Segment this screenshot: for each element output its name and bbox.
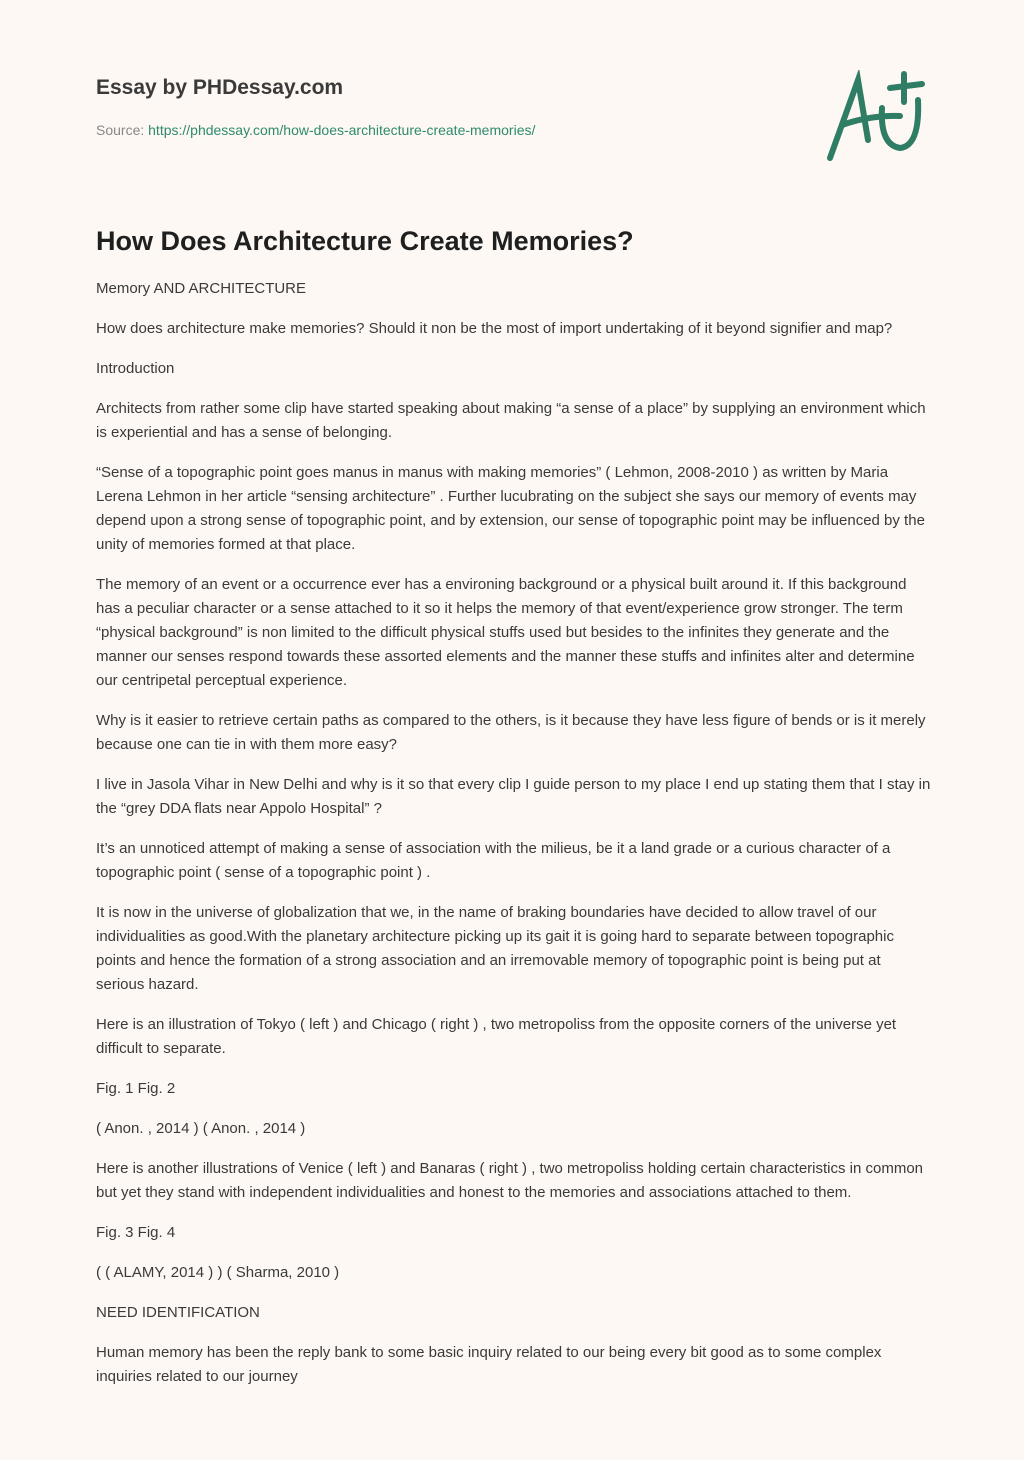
essay-body (96, 277, 932, 1389)
source-line (96, 122, 535, 138)
page-title: How Does Architecture Create Memories? (96, 226, 634, 256)
paragraph: It’s an unnoticed attempt of making a sense of association with the milieus, be it a land grade or a curious character of a topographic point ( sense of a topographic point ) . (96, 840, 891, 881)
paragraph: It is now in the universe of globalization that we, in the name of braking boundaries have decided to allow travel of our individualities as good.With the planetary architecture picking up its gait it is going hard to separate between topographic points and hence the formation of a strong association and an irremovable memory of topographic point is being put at serious hazard. (96, 904, 894, 993)
paragraph: Introduction (96, 360, 175, 377)
paragraph: The memory of an event or a occurrence ever has a environing background or a physical built around it. If this background has a peculiar character or a sense attached to it so it helps the memory of that event/experience grow stronger. The term “physical background” is non limited to the difficult physical stuffs used but besides to the infinites they generate and the manner our senses respond towards these assorted elements and the manner these stuffs and infinites alter and determine our centripetal perceptual experience. (96, 576, 915, 689)
paragraph: I live in Jasola Vihar in New Delhi and why is it so that every clip I guide person to my place I end up stating them that I stay in the “grey DDA flats near Appolo Hospital” ? (96, 776, 931, 817)
paragraph: Human memory has been the reply bank to some basic inquiry related to our being every bit good as to some complex inquiries related to our journey (96, 1344, 882, 1385)
source-link[interactable]: https://phdessay.com/how-does-architecture-create-memories/ (148, 122, 536, 138)
paragraph: ( Anon. , 2014 ) ( Anon. , 2014 ) (96, 1120, 306, 1137)
paragraph: NEED IDENTIFICATION (96, 1304, 260, 1321)
source-label: Source: (96, 122, 145, 138)
paragraph: Fig. 1 Fig. 2 (96, 1080, 176, 1097)
paragraph: Here is another illustrations of Venice ( left ) and Banaras ( right ) , two metropoliss holding certain characteristics in common but yet they stand with independent individualities and honest to the memories and associations attached to them. (96, 1160, 924, 1201)
essay-content (96, 226, 932, 1405)
paragraph: “Sense of a topographic point goes manus in manus with making memories” ( Lehmon, 2008-2010 ) as written by Maria Lerena Lehmon in her article “sensing architecture” . Further lucubrating on the subject she says our memory of events may depend upon a strong sense of topographic point, and by extension, our sense of topographic point may be influenced by the unity of memories formed at that place. (96, 464, 925, 553)
site-name: Essay by PHDessay.com (96, 76, 344, 99)
header (96, 76, 535, 138)
paragraph: How does architecture make memories? Should it non be the most of import undertaking of it beyond signifier and map? (96, 320, 893, 337)
paragraph: Memory AND ARCHITECTURE (96, 280, 307, 297)
paragraph: Fig. 3 Fig. 4 (96, 1224, 176, 1241)
paragraph: Architects from rather some clip have started speaking about making “a sense of a place” by supplying an environment which is experiential and has a sense of belonging. (96, 400, 926, 441)
paragraph: ( ( ALAMY, 2014 ) ) ( Sharma, 2010 ) (96, 1264, 340, 1281)
paragraph: Here is an illustration of Tokyo ( left ) and Chicago ( right ) , two metropoliss from the opposite corners of the universe yet difficult to separate. (96, 1016, 897, 1057)
a-plus-logo-icon (820, 70, 930, 165)
paragraph: Why is it easier to retrieve certain paths as compared to the others, is it because they have less figure of bends or is it merely because one can tie in with them more easy? (96, 712, 926, 753)
